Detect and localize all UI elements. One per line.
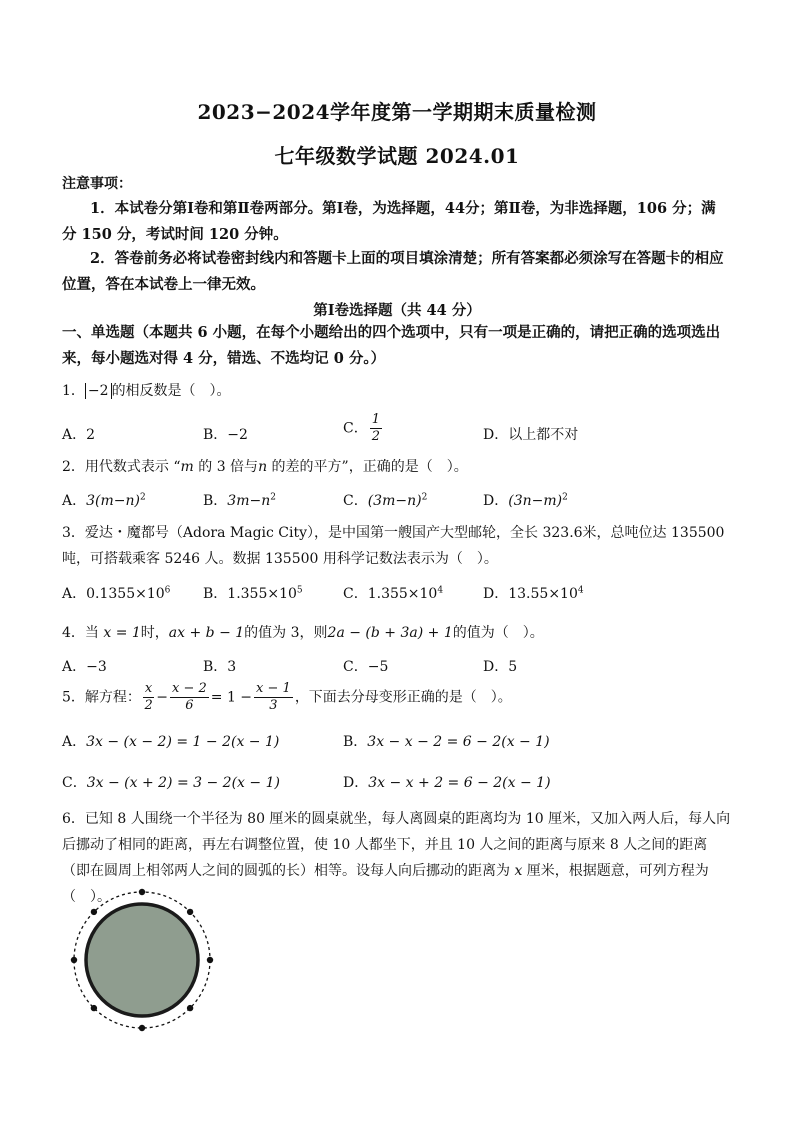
q3-b-base: 1.355×10 xyxy=(227,586,297,602)
q4-option-c: C．−5 xyxy=(343,659,389,675)
q5-f2-den: 6 xyxy=(185,698,194,713)
q1-c-numerator: 1 xyxy=(371,412,380,427)
q2-b-exp: 2 xyxy=(270,492,276,503)
q2-text-pre: 2．用代数式表示 “ xyxy=(62,459,181,475)
question-2 xyxy=(62,454,734,480)
q5-fraction-1 xyxy=(143,681,154,714)
q4-expr2: 2a − (b + 3a) + 1 xyxy=(327,625,453,641)
q5-d-expr: 3x − x + 2 = 6 − 2(x − 1) xyxy=(368,775,551,791)
q4-option-a: A．−3 xyxy=(62,659,107,675)
q4-expr1: ax + b − 1 xyxy=(168,625,245,641)
seat-dot xyxy=(91,909,97,915)
q5-b-expr: 3x − x − 2 = 6 − 2(x − 1) xyxy=(367,734,550,750)
q5-f1-num: x xyxy=(144,681,153,696)
q2-a-label: A． xyxy=(62,493,87,509)
q5-f2-num: x − 2 xyxy=(172,681,207,696)
q5-c-expr: 3x − (x + 2) = 3 − 2(x − 1) xyxy=(86,775,280,791)
q3-c-exp: 4 xyxy=(437,585,444,596)
q6-text-post: 厘米，根据题意，可列方程为（ ）。 xyxy=(62,863,709,905)
notice-item-2: 2．答卷前务必将试卷密封线内和答题卡上面的项目填涂清楚；所有答案都必须涂写在答题卡的相应位置，答在本试卷上一律无效。 xyxy=(62,250,724,293)
question-3: 3．爱达・魔都号（Adora Magic City），是中国第一艘国产大型邮轮，全长 323.6米，总吨位达 135500吨，可搭载乘客 5246 人。数据 135500 用科学记数法表示为（ ）。 xyxy=(62,525,725,567)
q4-mid1: 时， xyxy=(140,625,169,641)
seat-dot xyxy=(139,1025,145,1031)
q5-f3-num: x − 1 xyxy=(256,681,291,696)
q5-d-label: D． xyxy=(343,775,369,791)
q6-text-pre: 6．已知 8 人围绕一个半径为 80 厘米的圆桌就坐，每人离圆桌的距离均为 10 厘米，又加入两人后，每人向后挪动了相同的距离，再左右调整位置，使 10 人都坐下，并且 10 人之间的距离与原来 8 人之间的距离（即在圆周上相邻两人之间的圆弧的长）相等。设每人向后挪动的距离为 xyxy=(62,811,731,879)
exam-title: 2023−2024学年度第一学期期末质量检测 xyxy=(197,100,597,124)
q2-var-n: n xyxy=(258,459,268,475)
q4-option-d: D．5 xyxy=(483,659,518,675)
q5-b-label: B． xyxy=(343,734,368,750)
q2-text-post: 的差的平方”，正确的是（ ）。 xyxy=(267,459,468,475)
seat-dot xyxy=(187,1005,193,1011)
q4-condition: x = 1 xyxy=(103,625,141,641)
question-5 xyxy=(62,681,512,714)
seat-dot xyxy=(187,909,193,915)
table-top xyxy=(86,904,198,1016)
exam-subtitle: 七年级数学试题 2024.01 xyxy=(274,144,520,168)
q2-c-label: C． xyxy=(343,493,368,509)
q3-a-exp: 6 xyxy=(164,585,171,596)
notice-heading: 注意事项： xyxy=(62,176,132,192)
q2-a-exp: 2 xyxy=(139,492,146,503)
round-table-diagram-icon xyxy=(62,880,222,1040)
q2-c-expr: (3m−n) xyxy=(367,493,422,509)
question-1 xyxy=(62,378,734,404)
q1-option-c-label: C． xyxy=(343,420,368,437)
q2-d-label: D． xyxy=(483,493,509,509)
q2-b-label: B． xyxy=(203,493,228,509)
q3-d-label: D． xyxy=(483,586,509,602)
q6-var-x: x xyxy=(514,863,523,879)
q3-a-label: A． xyxy=(62,586,87,602)
seat-dot xyxy=(207,957,213,963)
q1-option-c xyxy=(343,412,384,445)
q1-option-c-fraction xyxy=(370,412,382,445)
q5-post: ，下面去分母变形正确的是（ ）。 xyxy=(294,689,512,706)
q2-var-m: m xyxy=(180,459,194,475)
q5-option-c xyxy=(62,772,280,792)
q2-option-d xyxy=(483,490,568,510)
q3-d-exp: 4 xyxy=(577,585,584,596)
q3-b-label: B． xyxy=(203,586,228,602)
q1-option-a: A．2 xyxy=(62,427,96,443)
q3-d-base: 13.55×10 xyxy=(508,586,578,602)
q2-option-b xyxy=(203,490,276,510)
q4-pre: 4．当 xyxy=(62,625,104,641)
q3-option-c xyxy=(343,583,443,603)
q3-a-base: 0.1355×10 xyxy=(86,586,165,602)
q4-option-b: B．3 xyxy=(203,659,237,675)
q5-pre: 5．解方程： xyxy=(62,689,141,706)
q5-fraction-3 xyxy=(254,681,293,714)
seat-dot xyxy=(139,889,145,895)
q3-b-exp: 5 xyxy=(296,585,303,596)
q2-c-exp: 2 xyxy=(421,492,428,503)
q5-c-label: C． xyxy=(62,775,87,791)
section-heading: 一、单选题（本题共 6 小题，在每个小题给出的四个选项中，只有一项是正确的，请把正确的选项选出来，每小题选对得 4 分，错选、不选均记 0 分。） xyxy=(62,324,721,367)
q5-f1-den: 2 xyxy=(144,698,153,713)
seat-dot xyxy=(91,1005,97,1011)
q1-option-d: D．以上都不对 xyxy=(483,427,579,443)
q1-prefix: 1． xyxy=(62,383,85,399)
q5-a-expr: 3x − (x − 2) = 1 − 2(x − 1) xyxy=(86,734,280,750)
q3-c-label: C． xyxy=(343,586,368,602)
notice-item-1: 1．本试卷分第Ⅰ卷和第Ⅱ卷两部分。第Ⅰ卷，为选择题，44分；第Ⅱ卷，为非选择题，106 分；满分 150 分，考试时间 120 分钟。 xyxy=(62,200,716,243)
q5-fraction-2 xyxy=(170,681,209,714)
q2-text-mid: 的 3 倍与 xyxy=(193,459,259,475)
q3-option-b xyxy=(203,583,303,603)
q5-a-label: A． xyxy=(62,734,87,750)
q2-a-expr: 3(m−n) xyxy=(86,493,140,509)
q4-post: 的值为（ ）。 xyxy=(452,625,544,641)
q5-f3-den: 3 xyxy=(269,698,278,713)
q2-d-expr: (3n−m) xyxy=(508,493,563,509)
q2-option-c xyxy=(343,490,427,510)
q1-suffix: 的相反数是（ ）。 xyxy=(111,383,231,399)
q3-c-base: 1.355×10 xyxy=(367,586,438,602)
q5-equals: = 1 − xyxy=(210,689,253,706)
q1-c-denominator: 2 xyxy=(371,429,380,444)
q5-minus: − xyxy=(156,689,168,706)
part1-title: 第Ⅰ卷选择题（共 44 分） xyxy=(313,302,481,319)
q1-abs-value: −2 xyxy=(85,383,112,399)
q2-d-exp: 2 xyxy=(562,492,568,503)
q2-option-a xyxy=(62,490,146,510)
q4-mid2: 的值为 3，则 xyxy=(244,625,328,641)
q1-option-b: B．−2 xyxy=(203,427,248,443)
seat-dot xyxy=(71,957,77,963)
q2-b-expr: 3m−n xyxy=(227,493,271,509)
q5-option-d xyxy=(343,772,551,792)
q3-option-d xyxy=(483,583,584,603)
question-4 xyxy=(62,620,734,646)
q5-option-b xyxy=(343,731,550,751)
q3-option-a xyxy=(62,583,170,603)
q5-option-a xyxy=(62,731,279,751)
